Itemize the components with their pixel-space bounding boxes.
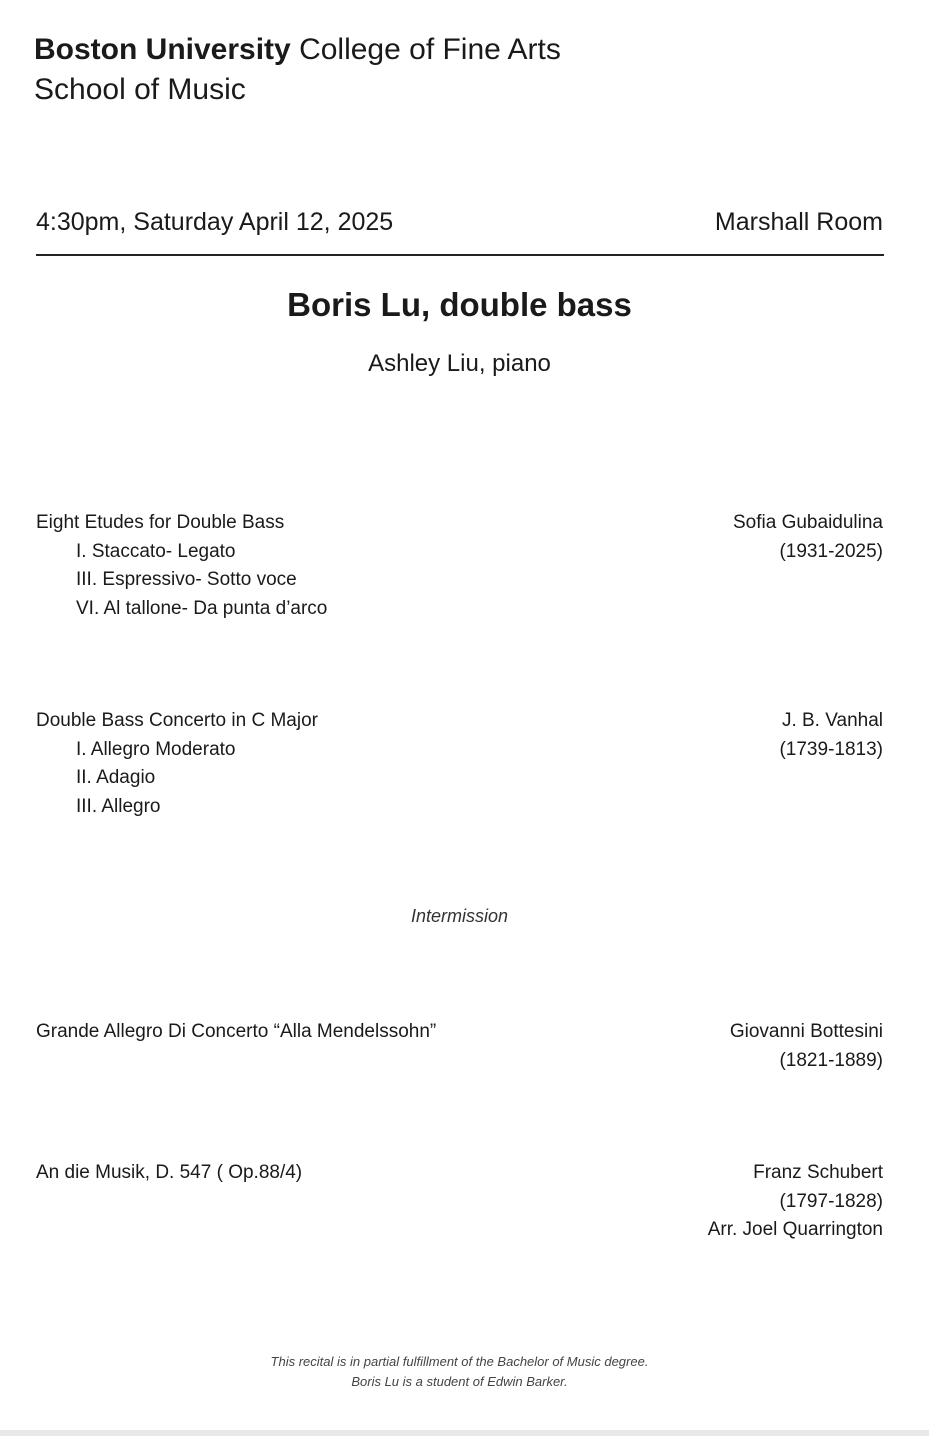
movement: II. Adagio: [76, 767, 156, 788]
program-item-1: [36, 509, 327, 623]
movement: I. Staccato- Legato: [76, 540, 236, 562]
school-name: School of Music: [34, 73, 246, 106]
program-item-4: [36, 1159, 302, 1188]
university-name: Boston University: [34, 33, 291, 66]
header-line-1: [34, 30, 561, 70]
composer-name: Giovanni Bottesini: [729, 1021, 883, 1042]
movement: VI. Al tallone- Da punta d’arco: [76, 597, 328, 619]
college-name: College of Fine Arts: [299, 33, 561, 66]
program-item-2: [36, 707, 318, 821]
work-title: Double Bass Concerto in C Major: [36, 710, 318, 731]
program-item-3: [36, 1018, 436, 1047]
work-title: Eight Etudes for Double Bass: [36, 512, 285, 533]
page-bottom-edge: [0, 1430, 929, 1436]
composer-block-3: [730, 1018, 883, 1075]
composer-name: Sofia Gubaidulina: [733, 512, 883, 533]
composer-name: J. B. Vanhal: [781, 710, 883, 731]
composer-block-4: [708, 1159, 883, 1245]
composer-dates: (1931-2025): [779, 540, 883, 562]
accompanist-name: Ashley Liu, piano: [368, 350, 551, 377]
composer-block-2: [779, 707, 883, 764]
footer-note-degree: This recital is in partial fulfillment of the Bachelor of Music degree.: [270, 1354, 649, 1369]
movement: III. Allegro: [76, 795, 161, 817]
composer-dates: (1739-1813): [779, 738, 883, 760]
composer-name: Franz Schubert: [753, 1162, 883, 1183]
event-datetime: 4:30pm, Saturday April 12, 2025: [36, 208, 394, 236]
composer-dates: (1821-1889): [779, 1049, 883, 1071]
work-title: Grande Allegro Di Concerto “Alla Mendelssohn”: [36, 1021, 437, 1042]
header-divider: [36, 254, 884, 256]
composer-block-1: [733, 509, 883, 566]
performer-name: Boris Lu, double bass: [287, 286, 632, 323]
intermission-label: Intermission: [410, 906, 509, 926]
event-venue: Marshall Room: [714, 208, 883, 236]
composer-dates: (1797-1828): [779, 1190, 883, 1212]
arranger: Arr. Joel Quarrington: [707, 1219, 883, 1240]
movement: I. Allegro Moderato: [76, 738, 236, 760]
footer-note-teacher: Boris Lu is a student of Edwin Barker.: [351, 1374, 568, 1389]
work-title: An die Musik, D. 547 ( Op.88/4): [36, 1162, 303, 1183]
movement: III. Espressivo- Sotto voce: [76, 569, 297, 590]
